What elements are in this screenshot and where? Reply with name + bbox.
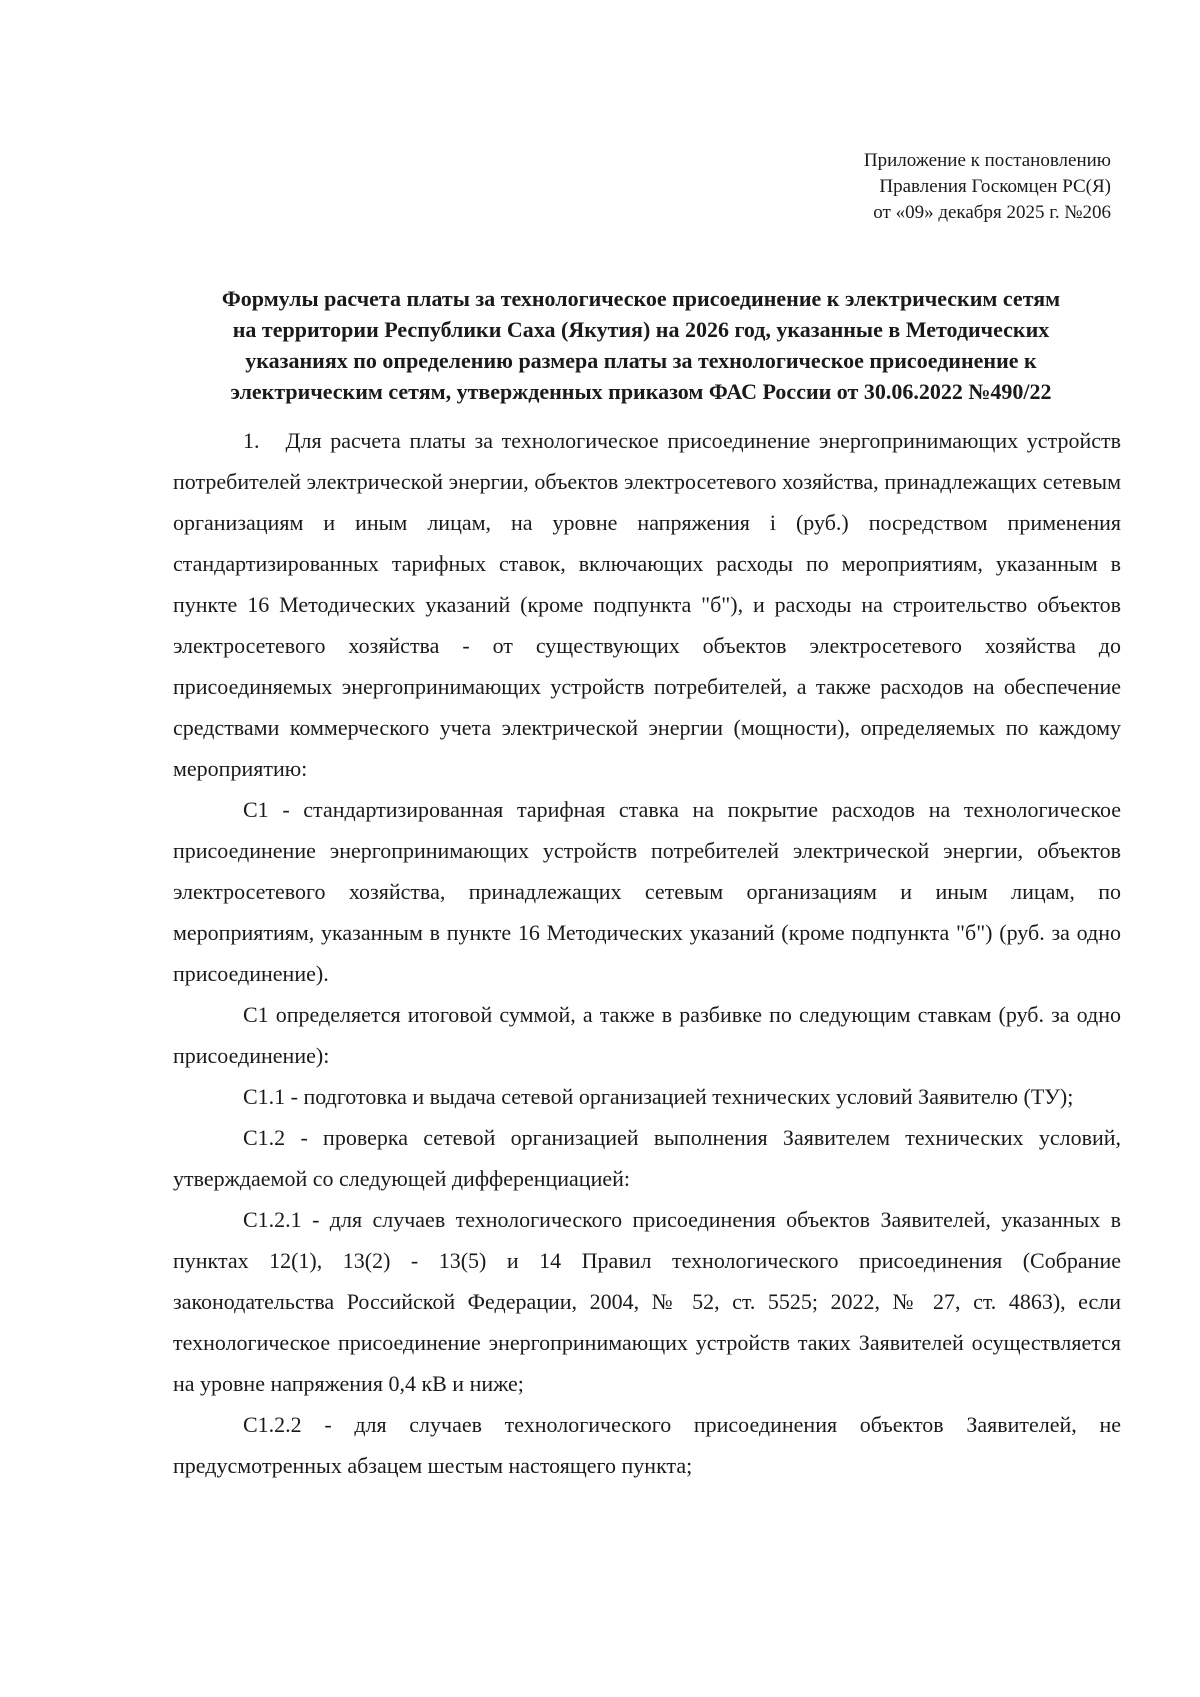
paragraph-c1-2-1: C1.2.1 - для случаев технологического присоединения объектов Заявителей, указанных в пунктах 12(1), 13(2) - 13(5) и 14 Правил технологического присоединения (Собрание законодательства Российской Федерации, 2004, № 52, ст. 5525; 2022, № 27, ст. 4863), если технологическое присоединение энергопринимающих устройств таких Заявителей осуществляется на уровне напряжения 0,4 кВ и ниже; — [173, 1207, 1121, 1396]
paragraph-c1-2-2: C1.2.2 - для случаев технологического присоединения объектов Заявителей, не предусмотренных абзацем шестым настоящего пункта; — [173, 1412, 1121, 1478]
paragraph-item-1-intro: 1. Для расчета платы за технологическое присоединение энергопринимающих устройств потребителей электрической энергии, объектов электросетевого хозяйства, принадлежащих сетевым организациям и иным лицам, на уровне напряжения i (руб.) посредством применения стандартизированных тарифных ставок, включающих расходы по мероприятиям, указанным в пункте 16 Методических указаний (кроме подпункта "б"), и расходы на строительство объектов электросетевого хозяйства - от существующих объектов электросетевого хозяйства до присоединяемых энергопринимающих устройств потребителей, а также расходов на обеспечение средствами коммерческого учета электрической энергии (мощности), определяемых по каждому мероприятию: — [173, 428, 1121, 781]
appendix-header-line-3: от «09» декабря 2025 г. №206 — [873, 202, 1111, 223]
appendix-header-line-1: Приложение к постановлению — [863, 150, 1111, 171]
document-title-line-2: на территории Республики Саха (Якутия) на 2026 год, указанные в Методических — [232, 317, 1050, 342]
document-title — [160, 283, 1122, 407]
document-body — [173, 420, 1121, 1486]
paragraph-c1-breakdown: C1 определяется итоговой суммой, а также в разбивке по следующим ставкам (руб. за одно присоединение): — [173, 1002, 1121, 1068]
paragraph-c1-1: C1.1 - подготовка и выдача сетевой организацией технических условий Заявителю (ТУ); — [243, 1084, 1074, 1109]
document-title-line-4: электрическим сетям, утвержденных приказом ФАС России от 30.06.2022 №490/22 — [230, 379, 1052, 404]
document-title-line-1: Формулы расчета платы за технологическое присоединение к электрическим сетям — [221, 286, 1061, 311]
appendix-header — [611, 148, 1111, 226]
paragraph-c1-definition: C1 - стандартизированная тарифная ставка на покрытие расходов на технологическое присоединение энергопринимающих устройств потребителей электрической энергии, объектов электросетевого хозяйства, принадлежащих сетевым организациям и иным лицам, по мероприятиям, указанным в пункте 16 Методических указаний (кроме подпункта "б") (руб. за одно присоединение). — [173, 797, 1121, 986]
appendix-header-line-2: Правления Госкомцен РС(Я) — [879, 176, 1111, 197]
document-title-line-3: указаниях по определению размера платы за технологическое присоединение к — [245, 348, 1037, 373]
paragraph-c1-2: C1.2 - проверка сетевой организацией выполнения Заявителем технических условий, утверждаемой со следующей дифференциацией: — [173, 1125, 1121, 1191]
